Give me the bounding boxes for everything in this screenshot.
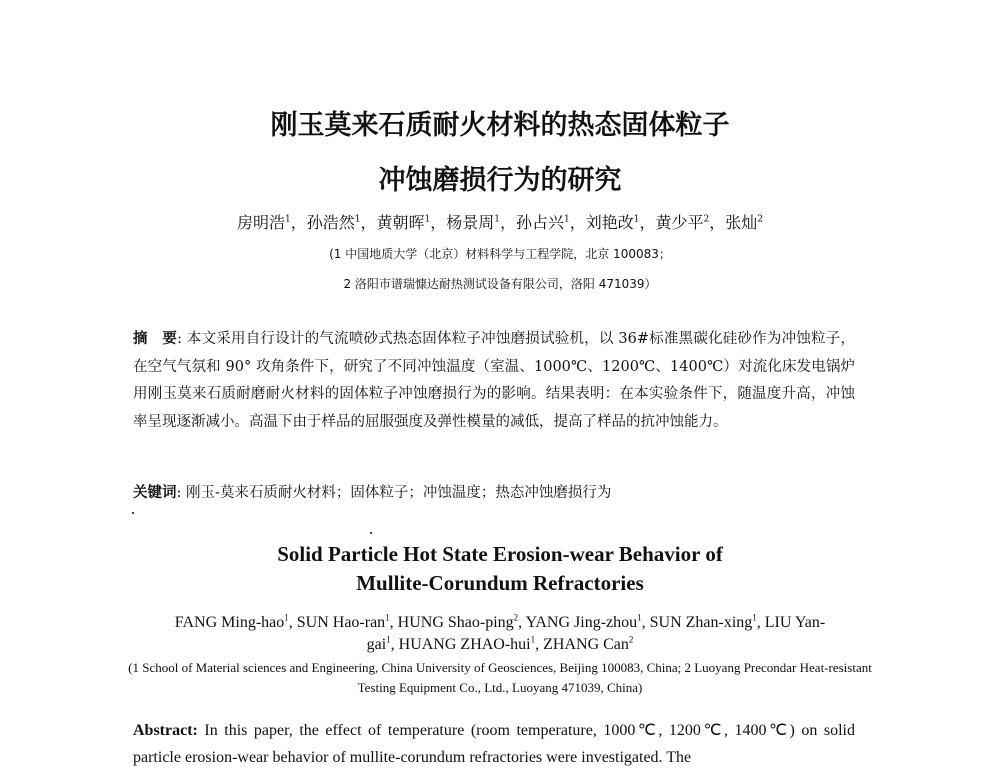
chinese-keywords-label: 关键词 — [133, 485, 177, 501]
author-affiliation-mark: 1 — [633, 214, 640, 225]
chinese-abstract-text: : 本文采用自行设计的气流喷砂式热态固体粒子冲蚀磨损试验机，以 36#标准黑碳化硅砂作为冲蚀粒子，在空气气氛和 90° 攻角条件下，研究了不同冲蚀温度（室温、1000℃、1200℃、1400℃）对流化床发电锅炉用刚玉莫来石质耐磨耐火材料的固体粒子冲蚀磨损行为的影响。结果表明：在本实验条件下，随温度升高，冲蚀率呈现逐渐减小。高温下由于样品的屈服强度及弹性模量的减低，提高了样品的抗冲蚀能力。 — [133, 331, 856, 430]
author-name: SUN Zhan-xing — [649, 614, 753, 631]
author-affiliation-mark: 1 — [530, 634, 536, 645]
english-abstract — [133, 717, 855, 771]
english-title-line-2: Mullite-Corundum Refractories — [356, 571, 644, 595]
author — [175, 614, 297, 631]
author-affiliation-mark: 1 — [424, 214, 431, 225]
chinese-abstract — [133, 326, 855, 436]
english-title — [0, 540, 1000, 598]
author-separator: ， — [499, 213, 516, 232]
chinese-abstract-label: 摘 要 — [133, 331, 178, 347]
author — [526, 614, 650, 631]
author-name: 孙占兴 — [516, 213, 565, 232]
author — [543, 636, 633, 653]
author-name: YANG Jing-zhou — [525, 614, 638, 631]
author-name: 杨景周 — [446, 213, 495, 232]
author-name: 房明浩 — [236, 213, 285, 232]
author — [650, 614, 765, 631]
english-abstract-text: In this paper, the effect of temperature (room temperature, 1000℃, 1200℃, 1400℃) on solid particle erosion-wear behavior of mullite-corundum refractories were investigated. The — [133, 722, 855, 766]
chinese-keywords — [133, 481, 855, 505]
author-affiliation-mark: 1 — [284, 612, 289, 623]
author-affiliation-mark: 2 — [703, 214, 710, 225]
author — [446, 213, 516, 232]
author-affiliation-mark: 1 — [385, 612, 390, 623]
author — [237, 213, 307, 232]
author — [398, 614, 526, 631]
author-affiliation-mark: 1 — [354, 214, 361, 225]
author — [307, 213, 377, 232]
author-separator: ， — [569, 213, 586, 232]
author-affiliation-mark: 2 — [757, 214, 764, 225]
author-affiliation-mark: 2 — [628, 634, 634, 645]
author-affiliation-mark: 1 — [494, 214, 500, 225]
author-separator: , — [535, 636, 544, 653]
author-affiliation-mark: 2 — [513, 612, 519, 623]
author-name: 孙浩然 — [306, 213, 355, 232]
author-name: HUNG Shao-ping — [397, 614, 514, 631]
author-name: ZHANG Can — [543, 636, 629, 653]
english-abstract-label: Abstract: — [133, 722, 198, 739]
author — [399, 636, 543, 653]
author — [656, 213, 726, 232]
author — [376, 213, 446, 232]
english-affiliation: (1 School of Material sciences and Engineering, China University of Geosciences, Beijing 100083, China; 2 Luoyang Precondar Heat-resistant Testing Equipment Co., Ltd., Luoyang 471039, China) — [128, 660, 872, 695]
author-name: 刘艳改 — [585, 213, 634, 232]
author-separator: , — [756, 614, 765, 631]
author-separator: , — [518, 614, 526, 631]
author-affiliation-mark: 1 — [564, 214, 570, 225]
author — [586, 213, 656, 232]
author-separator: , — [390, 636, 399, 653]
author-name: HUANG ZHAO-hui — [398, 636, 531, 653]
author-separator: , — [389, 614, 398, 631]
chinese-affiliation-1: (1 中国地质大学（北京）材料科学与工程学院，北京 100083； — [329, 247, 671, 261]
scan-speck — [132, 512, 134, 514]
author-separator: ， — [290, 213, 307, 232]
author — [725, 213, 763, 232]
author-separator: ， — [360, 213, 377, 232]
english-author-list — [170, 612, 830, 656]
chinese-title-line-2: 冲蚀磨损行为的研究 — [378, 165, 622, 196]
author-name: 黄少平 — [655, 213, 704, 232]
author-name: LIU Yan-gai — [366, 614, 826, 653]
author — [516, 213, 586, 232]
english-title-line-1: Solid Particle Hot State Erosion-wear Behavior of — [277, 542, 723, 566]
chinese-title-line-1: 刚玉莫来石质耐火材料的热态固体粒子 — [270, 110, 730, 141]
author-name: SUN Hao-ran — [296, 614, 386, 631]
author-affiliation-mark: 1 — [752, 612, 757, 623]
chinese-keywords-text: : 刚玉-莫来石质耐火材料；固体粒子；冲蚀温度；热态冲蚀磨损行为 — [176, 485, 612, 501]
chinese-author-list — [0, 210, 1000, 233]
author-name: FANG Ming-hao — [174, 614, 285, 631]
author-separator: ， — [709, 213, 726, 232]
author-separator: , — [641, 614, 650, 631]
author-separator: ， — [430, 213, 447, 232]
author-name: 黄朝晖 — [376, 213, 425, 232]
author-name: 张灿 — [725, 213, 758, 232]
chinese-affiliation-2: 2 洛阳市谱瑞慷达耐热测试设备有限公司，洛阳 471039） — [343, 277, 657, 291]
author-affiliation-mark: 1 — [386, 634, 391, 645]
scan-speck — [370, 532, 372, 534]
author — [297, 614, 398, 631]
author-affiliation-mark: 1 — [284, 214, 291, 225]
author-separator: ， — [639, 213, 656, 232]
chinese-title — [0, 112, 1000, 194]
author-separator: , — [288, 614, 297, 631]
author-affiliation-mark: 1 — [637, 612, 642, 623]
